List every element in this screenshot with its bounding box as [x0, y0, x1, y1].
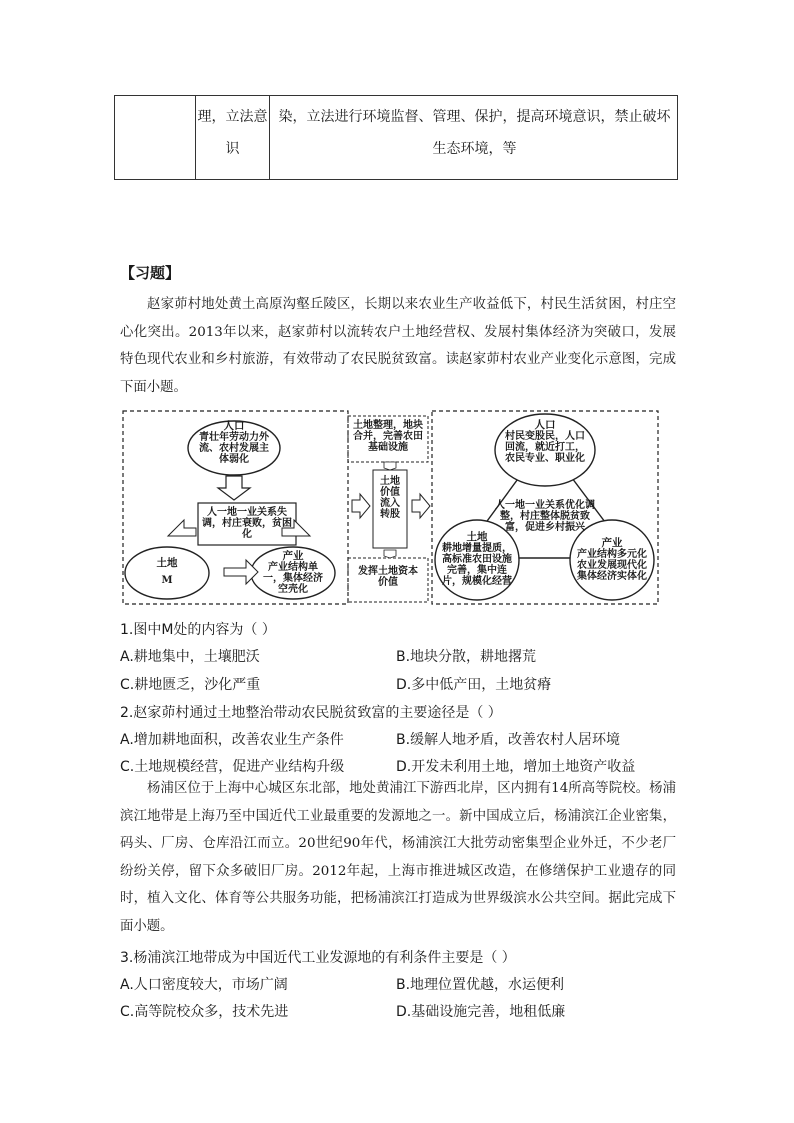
table-cell-measures	[270, 96, 678, 180]
left-population-title: 人口	[223, 420, 245, 432]
question-3-option-d[interactable]: D.基础设施完善，地租低廉	[396, 1004, 566, 1020]
left-industry-title: 产业	[282, 550, 304, 562]
left-land-m: M	[161, 575, 173, 586]
middle-center-text: 土地价值流入转股	[380, 476, 400, 520]
left-industry-label	[262, 551, 324, 595]
connector-top-icon	[384, 462, 396, 470]
summary-table	[114, 95, 678, 180]
right-population-text: 村民变股民，人口回流，就近打工，农民专业、职业化	[505, 431, 585, 464]
question-2-stem: 2.赵家茆村通过土地整治带动农民脱贫致富的主要途径是（ ）	[120, 705, 502, 721]
right-land-text: 耕地增量提质，高标准农田设施完善，集中连片，规模化经营	[442, 543, 512, 587]
right-population-label	[503, 420, 587, 464]
right-industry-label	[575, 538, 649, 582]
left-land-title: 土地	[156, 557, 178, 569]
middle-top-text: 土地整理，地块合并，完善农田基础设施	[353, 420, 423, 453]
table-cell-category	[196, 96, 270, 180]
connector-bottom-icon	[384, 550, 396, 558]
question-3-option-b[interactable]: B.地理位置优越，水运便利	[396, 977, 565, 993]
left-industry-text: 产业结构单一，集体经济空壳化	[263, 562, 323, 595]
question-1-option-a[interactable]: A.耕地集中，土壤肥沃	[120, 649, 260, 665]
middle-bottom-text: 发挥土地资本价值	[358, 566, 418, 588]
passage-yangpu: 杨浦区位于上海中心城区东北部，地处黄浦江下游西北岸，区内拥有14所高等院校。杨浦滨江地带是上海乃至中国近代工业最重要的发源地之一。新中国成立后，杨浦滨江企业密集，码头、厂房、仓库沿江而立。20世纪90年代，杨浦滨江大批劳动密集型企业外迁，不少老厂纷纷关停，留下众多破旧厂房。2012年起，上海市推进城区改造，在修缮保护工业遗存的同时，植入文化、体育等公共服务功能，把杨浦滨江打造成为世界级滨水公共空间。据此完成下面小题。	[120, 781, 676, 934]
transfer-arrow-left-icon	[352, 494, 370, 518]
table-cell-empty	[115, 96, 196, 180]
right-industry-text: 产业结构多元化农业发展现代化集体经济实体化	[577, 549, 647, 582]
table-row	[115, 96, 678, 180]
question-1-option-d[interactable]: D.多中低产田，土地贫瘠	[396, 677, 552, 693]
passage-zhaojiamao: 赵家茆村地处黄土高原沟壑丘陵区，长期以来农业生产收益低下，村民生活贫困，村庄空心化突出。2013年以来，赵家茆村以流转农户土地经营权、发展村集体经济为突破口，发展特色现代农业和乡村旅游，有效带动了农民脱贫致富。读赵家茆村农业产业变化示意图，完成下面小题。	[120, 297, 676, 395]
question-1-stem: 1.图中M处的内容为（ ）	[120, 622, 276, 638]
arrow-up-left-icon	[168, 520, 196, 536]
right-land-label	[440, 532, 514, 587]
table-cell-measures-text: 染，立法进行环境监督、管理、保护，提高环境意识，禁止破坏生态环境，等	[278, 109, 671, 157]
right-population-title: 人口	[534, 419, 556, 431]
question-2-option-c[interactable]: C.土地规模经营，促进产业结构升级	[120, 759, 345, 775]
question-3-option-a[interactable]: A.人口密度较大，市场广阔	[120, 977, 288, 993]
transfer-arrow-right-icon	[412, 494, 430, 518]
right-land-title: 土地	[466, 531, 488, 543]
right-industry-title: 产业	[601, 537, 623, 549]
right-center-text: 人一地一业关系优化调整，村庄整体脱贫致富，促进乡村振兴	[495, 500, 595, 533]
question-3-stem: 3.杨浦滨江地带成为中国近代工业发源地的有利条件主要是（ ）	[120, 950, 516, 966]
question-1-option-b[interactable]: B.地块分散，耕地撂荒	[396, 649, 537, 665]
question-2-option-b[interactable]: B.缓解人地矛盾，改善农村人居环境	[396, 732, 621, 748]
question-1-option-c[interactable]: C.耕地匮乏，沙化严重	[120, 677, 261, 693]
industry-change-diagram	[120, 408, 660, 608]
left-population-label	[196, 421, 272, 465]
left-relation-text: 人一地一业关系失调，村庄衰败，贫困化	[202, 507, 292, 540]
left-population-text: 青壮年劳动力外流、农村发展主体弱化	[199, 432, 269, 465]
question-2-option-d[interactable]: D.开发未利用土地，增加土地资产收益	[396, 759, 636, 775]
table-cell-category-text: 理，立法意识	[197, 109, 268, 157]
left-land-label	[142, 558, 192, 586]
section-heading: 【习题】	[120, 264, 181, 282]
down-arrow-icon	[218, 476, 250, 500]
question-3-option-c[interactable]: C.高等院校众多，技术先进	[120, 1004, 289, 1020]
question-2-option-a[interactable]: A.增加耕地面积，改善农业生产条件	[120, 732, 344, 748]
